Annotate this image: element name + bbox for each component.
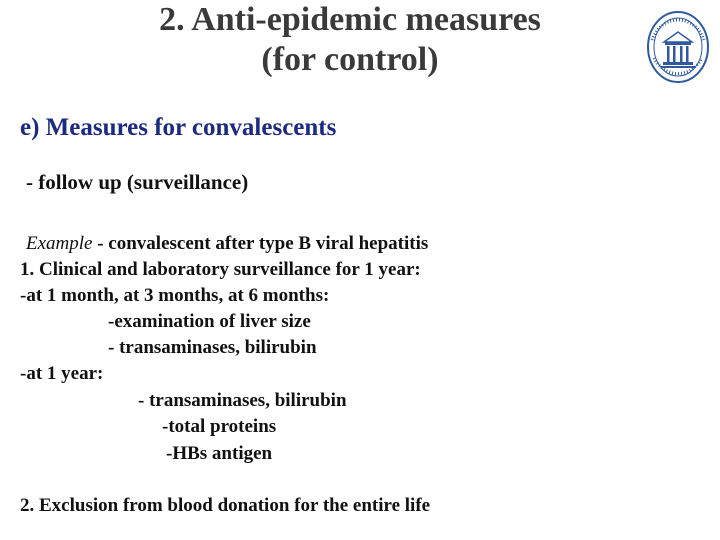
example-text: - convalescent after type B viral hepatitis bbox=[92, 233, 429, 254]
slide-title bbox=[60, 0, 640, 80]
title-line-2: (for control) bbox=[261, 41, 439, 78]
example-line bbox=[26, 233, 428, 255]
example-label: Example bbox=[26, 233, 93, 254]
follow-up-line: - follow up (surveillance) bbox=[26, 170, 249, 194]
university-seal-icon bbox=[646, 10, 710, 84]
title-line-1: 2. Anti-epidemic measures bbox=[159, 1, 541, 38]
total-proteins-line: -total proteins bbox=[162, 416, 277, 437]
section-heading: e) Measures for convalescents bbox=[20, 114, 337, 141]
item-2-line: 2. Exclusion from blood donation for the entire life bbox=[20, 495, 431, 516]
liver-size-line: -examination of liver size bbox=[108, 311, 311, 332]
transaminases-line-2: - transaminases, bilirubin bbox=[138, 390, 347, 411]
one-year-line: -at 1 year: bbox=[20, 363, 104, 384]
item-1-line: 1. Clinical and laboratory surveillance for 1 year: bbox=[20, 259, 421, 280]
hbs-antigen-line: -HBs antigen bbox=[166, 443, 273, 464]
transaminases-line-1: - transaminases, bilirubin bbox=[108, 337, 317, 358]
months-line: -at 1 month, at 3 months, at 6 months: bbox=[20, 285, 330, 306]
